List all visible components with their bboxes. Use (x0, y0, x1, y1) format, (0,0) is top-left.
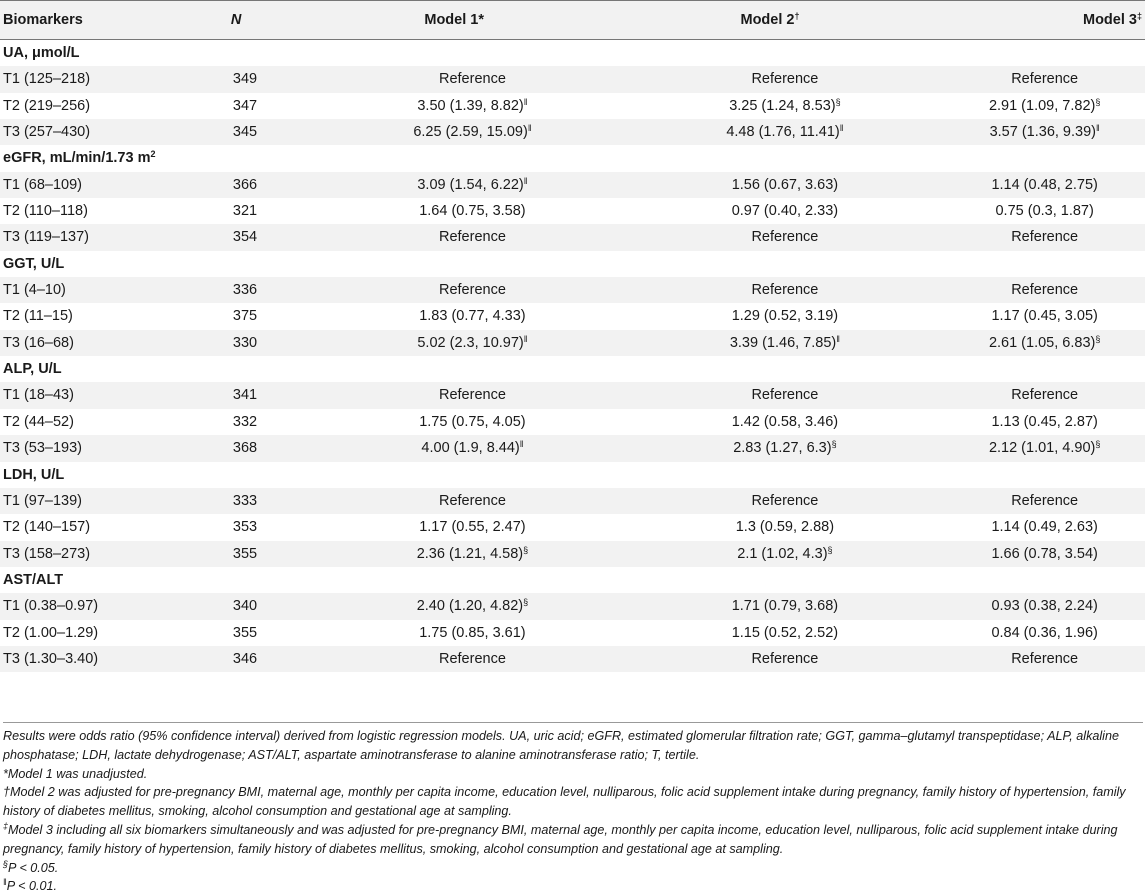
row-label: T3 (53–193) (0, 435, 213, 461)
cell-m2 (626, 409, 945, 435)
table-row (0, 646, 1145, 672)
cell-m2-value: 1.71 (0.79, 3.68) (731, 598, 839, 615)
footnote-p05 (3, 859, 1143, 878)
row-label: T2 (140–157) (3, 519, 91, 536)
footnote-main: Results were odds ratio (95% confidence interval) derived from logistic regression models. UA, uric acid; eGFR, estimated glomerular filtration rate; GGT, gamma–glutamyl transpeptidase; ALP, alkaline phosphatase; LDH, lactate dehydrogenase; AST/ALT, aspartate aminotransferase to alanine aminotransferase ratio; T, tertile. (3, 729, 1119, 762)
cell-m2-value: 1.29 (0.52, 3.19) (731, 308, 839, 325)
cell-m1-value: 3.09 (1.54, 6.22) (417, 176, 524, 193)
cell-m1 (319, 488, 625, 514)
cell-m3-sig: ‖ (1096, 123, 1100, 134)
cell-m2-value: Reference (751, 650, 819, 667)
header-model3-label: Model 3 (1083, 12, 1137, 28)
cell-m3-value: Reference (1011, 492, 1079, 509)
footnote-model2: †Model 2 was adjusted for pre-pregnancy BMI, maternal age, monthly per capita income, education level, nulliparous, folic acid supplement intake during pregnancy, family history of hypertension, family history of diabetes mellitus, smoking, alcohol consumption and gestational age at sampling. (3, 785, 1126, 819)
cell-m2 (626, 119, 945, 145)
cell-m1-value: 1.83 (0.77, 4.33) (419, 308, 526, 325)
section-title-text: AST/ALT (3, 571, 64, 588)
cell-m3-value: Reference (1011, 229, 1079, 246)
header-biomarkers: Biomarkers (0, 1, 213, 40)
cell-m3-value: 1.14 (0.48, 2.75) (991, 176, 1098, 193)
empty-cell (213, 145, 319, 171)
cell-m1-sig: ‖ (519, 439, 524, 450)
cell-m1-value: Reference (438, 229, 506, 246)
table-row (0, 541, 1145, 567)
cell-m3-value: 0.84 (0.36, 1.96) (991, 624, 1098, 641)
cell-m3-value: Reference (1011, 650, 1079, 667)
cell-m2-value: 1.3 (0.59, 2.88) (735, 519, 835, 536)
row-label: T3 (158–273) (0, 541, 213, 567)
cell-m3 (944, 409, 1145, 435)
cell-m1-value: Reference (438, 492, 506, 509)
cell-m1-value: 2.36 (1.21, 4.58) (416, 545, 524, 562)
cell-m2-value: 2.83 (1.27, 6.3) (733, 440, 832, 457)
cell-m3 (944, 93, 1145, 119)
cell-m3 (944, 172, 1145, 198)
row-label: T1 (0.38–0.97) (0, 593, 213, 619)
table-row (0, 330, 1145, 356)
cell-m3-sig: § (1095, 333, 1101, 344)
cell-m2-value: 1.15 (0.52, 2.52) (731, 624, 839, 641)
footnote-model3-mark: ‡ (3, 820, 9, 831)
cell-m2-value: 1.42 (0.58, 3.46) (731, 413, 839, 430)
cell-m3 (944, 224, 1145, 250)
empty-cell (319, 356, 625, 382)
table-row (0, 303, 1145, 329)
footnote-p01-mark: ‖ (3, 877, 7, 888)
row-n: 332 (232, 413, 258, 430)
cell-m1-sig: § (523, 544, 529, 555)
cell-m2-value: Reference (751, 71, 819, 88)
empty-cell (319, 40, 625, 67)
empty-cell (213, 40, 319, 67)
cell-m3-value: 0.93 (0.38, 2.24) (991, 598, 1098, 615)
header-n: N (213, 1, 319, 40)
cell-m2-value: 1.56 (0.67, 3.63) (731, 176, 839, 193)
table-row (0, 593, 1145, 619)
cell-m1-value: 1.17 (0.55, 2.47) (419, 519, 526, 536)
cell-m2 (626, 93, 945, 119)
empty-cell (944, 462, 1145, 488)
cell-m2 (626, 514, 945, 540)
cell-m3 (944, 303, 1145, 329)
table-row (0, 620, 1145, 646)
cell-m2 (626, 277, 945, 303)
cell-m2-value: Reference (751, 387, 819, 404)
cell-m3-value: 1.13 (0.45, 2.87) (991, 413, 1098, 430)
cell-m1 (319, 93, 625, 119)
empty-cell (944, 251, 1145, 277)
table-body (0, 40, 1145, 673)
section-title-sup: 2 (150, 149, 156, 160)
cell-m1-value: 1.64 (0.75, 3.58) (419, 203, 526, 220)
row-n: 346 (213, 646, 319, 672)
cell-m3 (944, 514, 1145, 540)
footnote-p01 (3, 877, 1143, 896)
table-row (0, 93, 1145, 119)
cell-m3-value: 3.57 (1.36, 9.39) (989, 124, 1096, 141)
section-title (0, 462, 213, 488)
section-title (0, 356, 213, 382)
cell-m1-value: 6.25 (2.59, 15.09) (413, 124, 528, 141)
row-label: T1 (68–109) (0, 172, 213, 198)
empty-cell (626, 567, 945, 593)
cell-m1 (319, 435, 625, 461)
row-n: 347 (232, 97, 258, 114)
row-label: T3 (119–137) (0, 224, 213, 250)
empty-cell (213, 251, 319, 277)
cell-m2 (626, 198, 945, 224)
row-label: T3 (1.30–3.40) (0, 646, 213, 672)
cell-m1 (319, 593, 625, 619)
table-row (0, 224, 1145, 250)
empty-cell (944, 40, 1145, 67)
cell-m2-sig: § (835, 96, 841, 107)
cell-m3-value: 1.66 (0.78, 3.54) (991, 545, 1098, 562)
cell-m2-value: Reference (751, 282, 819, 299)
cell-m1-sig: ‖ (523, 96, 528, 107)
table-row (0, 198, 1145, 224)
section-row (0, 251, 1145, 277)
row-label: T2 (44–52) (3, 413, 74, 430)
table-row (0, 172, 1145, 198)
row-label: T2 (110–118) (3, 203, 88, 220)
cell-m1-sig: § (523, 597, 529, 608)
cell-m2-sig: § (827, 544, 833, 555)
cell-m2 (626, 593, 945, 619)
cell-m1-value: 2.40 (1.20, 4.82) (416, 598, 524, 615)
cell-m2 (626, 435, 945, 461)
cell-m1 (319, 172, 625, 198)
empty-cell (319, 251, 625, 277)
cell-m2-value: 0.97 (0.40, 2.33) (731, 203, 839, 220)
cell-m2-value: 3.25 (1.24, 8.53) (729, 97, 836, 114)
cell-m1-value: 1.75 (0.85, 3.61) (419, 624, 526, 641)
header-model1-mark: * (478, 12, 485, 28)
section-title-text: GGT, U/L (3, 255, 65, 272)
cell-m1-sig: ‖ (527, 123, 532, 134)
cell-m1 (319, 330, 625, 356)
cell-m3-value: 0.75 (0.3, 1.87) (995, 203, 1094, 220)
cell-m3 (944, 435, 1145, 461)
header-model3-mark: ‡ (1136, 11, 1142, 21)
table-row (0, 514, 1145, 540)
empty-cell (944, 567, 1145, 593)
cell-m3 (944, 488, 1145, 514)
cell-m2-value: 4.48 (1.76, 11.41) (726, 124, 840, 141)
row-label: T2 (1.00–1.29) (3, 624, 99, 641)
cell-m2-value: Reference (751, 492, 819, 509)
cell-m1 (319, 409, 625, 435)
empty-cell (626, 251, 945, 277)
cell-m2 (626, 224, 945, 250)
row-label: T3 (257–430) (0, 119, 213, 145)
footnote-p01-text: P < 0.01. (6, 879, 58, 894)
empty-cell (944, 356, 1145, 382)
cell-m3 (944, 593, 1145, 619)
row-label: T1 (18–43) (0, 382, 213, 408)
cell-m1-value: 3.50 (1.39, 8.82) (417, 97, 524, 114)
cell-m2 (626, 330, 945, 356)
header-model1 (319, 1, 625, 40)
row-n: 355 (232, 624, 258, 641)
section-title (0, 145, 213, 171)
empty-cell (213, 356, 319, 382)
section-title (0, 40, 213, 67)
cell-m1 (319, 541, 625, 567)
cell-m2-sig: § (831, 439, 837, 450)
cell-m3 (944, 541, 1145, 567)
table-footnotes (3, 722, 1143, 896)
empty-cell (213, 462, 319, 488)
cell-m3 (944, 198, 1145, 224)
cell-m3-value: Reference (1011, 387, 1079, 404)
row-n: 330 (213, 330, 319, 356)
row-n: 368 (213, 435, 319, 461)
cell-m1 (319, 224, 625, 250)
row-n: 345 (213, 119, 319, 145)
row-label: T2 (11–15) (3, 308, 73, 325)
section-title-text: UA, μmol/L (3, 45, 80, 61)
cell-m1 (319, 620, 625, 646)
cell-m3-value: Reference (1011, 71, 1079, 88)
cell-m2 (626, 541, 945, 567)
empty-cell (213, 567, 319, 593)
row-n: 349 (213, 66, 319, 92)
cell-m2-value: Reference (751, 229, 819, 246)
empty-cell (944, 145, 1145, 171)
footnote-p05-mark: § (3, 858, 9, 869)
footnote-model3-text: Model 3 including all six biomarkers simultaneously and was adjusted for pre-pregnancy BMI, maternal age, monthly per capita income, education level, nulliparous, folic acid supplement intake during pregnancy, family history of hypertension, family history of diabetes mellitus, smoking, alcohol consumption and gestational age at sampling. (3, 822, 1118, 856)
cell-m3-sig: § (1095, 96, 1101, 107)
row-n: 340 (213, 593, 319, 619)
cell-m2 (626, 303, 945, 329)
cell-m1 (319, 646, 625, 672)
row-n: 366 (213, 172, 319, 198)
footnote-p05-text: P < 0.05. (8, 860, 59, 875)
row-n: 354 (213, 224, 319, 250)
cell-m1-value: 1.75 (0.75, 4.05) (419, 413, 526, 430)
section-row (0, 462, 1145, 488)
empty-cell (626, 462, 945, 488)
cell-m2 (626, 66, 945, 92)
cell-m1-value: Reference (438, 282, 506, 299)
footnote-model1: *Model 1 was unadjusted. (3, 766, 148, 781)
cell-m3 (944, 277, 1145, 303)
cell-m3-value: Reference (1011, 282, 1079, 299)
cell-m3-value: 2.61 (1.05, 6.83) (988, 334, 1096, 351)
header-row (0, 1, 1145, 40)
row-n: 375 (232, 308, 258, 325)
cell-m3 (944, 646, 1145, 672)
header-model3 (944, 1, 1145, 40)
empty-cell (319, 462, 625, 488)
cell-m2 (626, 646, 945, 672)
footnote-model3 (3, 821, 1143, 859)
section-row (0, 567, 1145, 593)
table-row (0, 409, 1145, 435)
cell-m3-value: 2.12 (1.01, 4.90) (988, 440, 1096, 457)
empty-cell (626, 356, 945, 382)
row-n: 333 (213, 488, 319, 514)
cell-m1 (319, 303, 625, 329)
section-title (0, 251, 213, 277)
row-n: 341 (213, 382, 319, 408)
section-title-text: LDH, U/L (3, 466, 65, 483)
cell-m2 (626, 620, 945, 646)
cell-m3-value: 1.17 (0.45, 3.05) (991, 308, 1098, 325)
cell-m1 (319, 198, 625, 224)
cell-m2 (626, 488, 945, 514)
table-row (0, 66, 1145, 92)
cell-m1-value: 5.02 (2.3, 10.97) (417, 334, 524, 351)
cell-m1 (319, 514, 625, 540)
cell-m2-sig: ‖ (839, 123, 844, 134)
header-model2-mark: † (794, 11, 800, 21)
cell-m2 (626, 382, 945, 408)
empty-cell (319, 145, 625, 171)
table-row (0, 382, 1145, 408)
table-row (0, 435, 1145, 461)
row-label: T3 (16–68) (0, 330, 213, 356)
cell-m2-sig: ‖ (836, 333, 840, 344)
empty-cell (319, 567, 625, 593)
table-row (0, 119, 1145, 145)
cell-m1 (319, 382, 625, 408)
table-row (0, 488, 1145, 514)
section-row (0, 40, 1145, 67)
section-title-text: eGFR, mL/min/1.73 m (3, 150, 151, 167)
row-label: T1 (4–10) (0, 277, 213, 303)
cell-m3 (944, 330, 1145, 356)
cell-m1-value: Reference (438, 71, 506, 88)
cell-m1-sig: ‖ (523, 175, 528, 186)
row-label: T2 (219–256) (3, 97, 91, 114)
header-model2 (626, 1, 945, 40)
cell-m3-sig: § (1095, 439, 1101, 450)
section-row (0, 145, 1145, 171)
cell-m2 (626, 172, 945, 198)
row-n: 353 (232, 519, 258, 536)
cell-m2-value: 3.39 (1.46, 7.85) (729, 334, 837, 351)
row-label: T1 (97–139) (0, 488, 213, 514)
cell-m3-value: 1.14 (0.49, 2.63) (991, 519, 1098, 536)
cell-m1-sig: ‖ (523, 333, 528, 344)
header-model2-label: Model 2 (740, 12, 795, 28)
cell-m1-value: Reference (438, 387, 506, 404)
section-title-text: ALP, U/L (3, 361, 62, 378)
row-n: 321 (232, 203, 258, 220)
row-label: T1 (125–218) (0, 66, 213, 92)
cell-m1-value: 4.00 (1.9, 8.44) (421, 440, 520, 457)
section-title (0, 567, 213, 593)
table-row (0, 277, 1145, 303)
row-n: 355 (213, 541, 319, 567)
row-n: 336 (213, 277, 319, 303)
cell-m1-value: Reference (438, 650, 506, 667)
cell-m1 (319, 66, 625, 92)
cell-m3 (944, 382, 1145, 408)
cell-m3-value: 2.91 (1.09, 7.82) (988, 97, 1096, 114)
cell-m1 (319, 119, 625, 145)
empty-cell (626, 40, 945, 67)
cell-m3 (944, 119, 1145, 145)
cell-m2-value: 2.1 (1.02, 4.3) (737, 545, 828, 562)
section-row (0, 356, 1145, 382)
empty-cell (626, 145, 945, 171)
cell-m1 (319, 277, 625, 303)
cell-m3 (944, 620, 1145, 646)
cell-m3 (944, 66, 1145, 92)
header-model1-label: Model 1 (424, 12, 479, 28)
